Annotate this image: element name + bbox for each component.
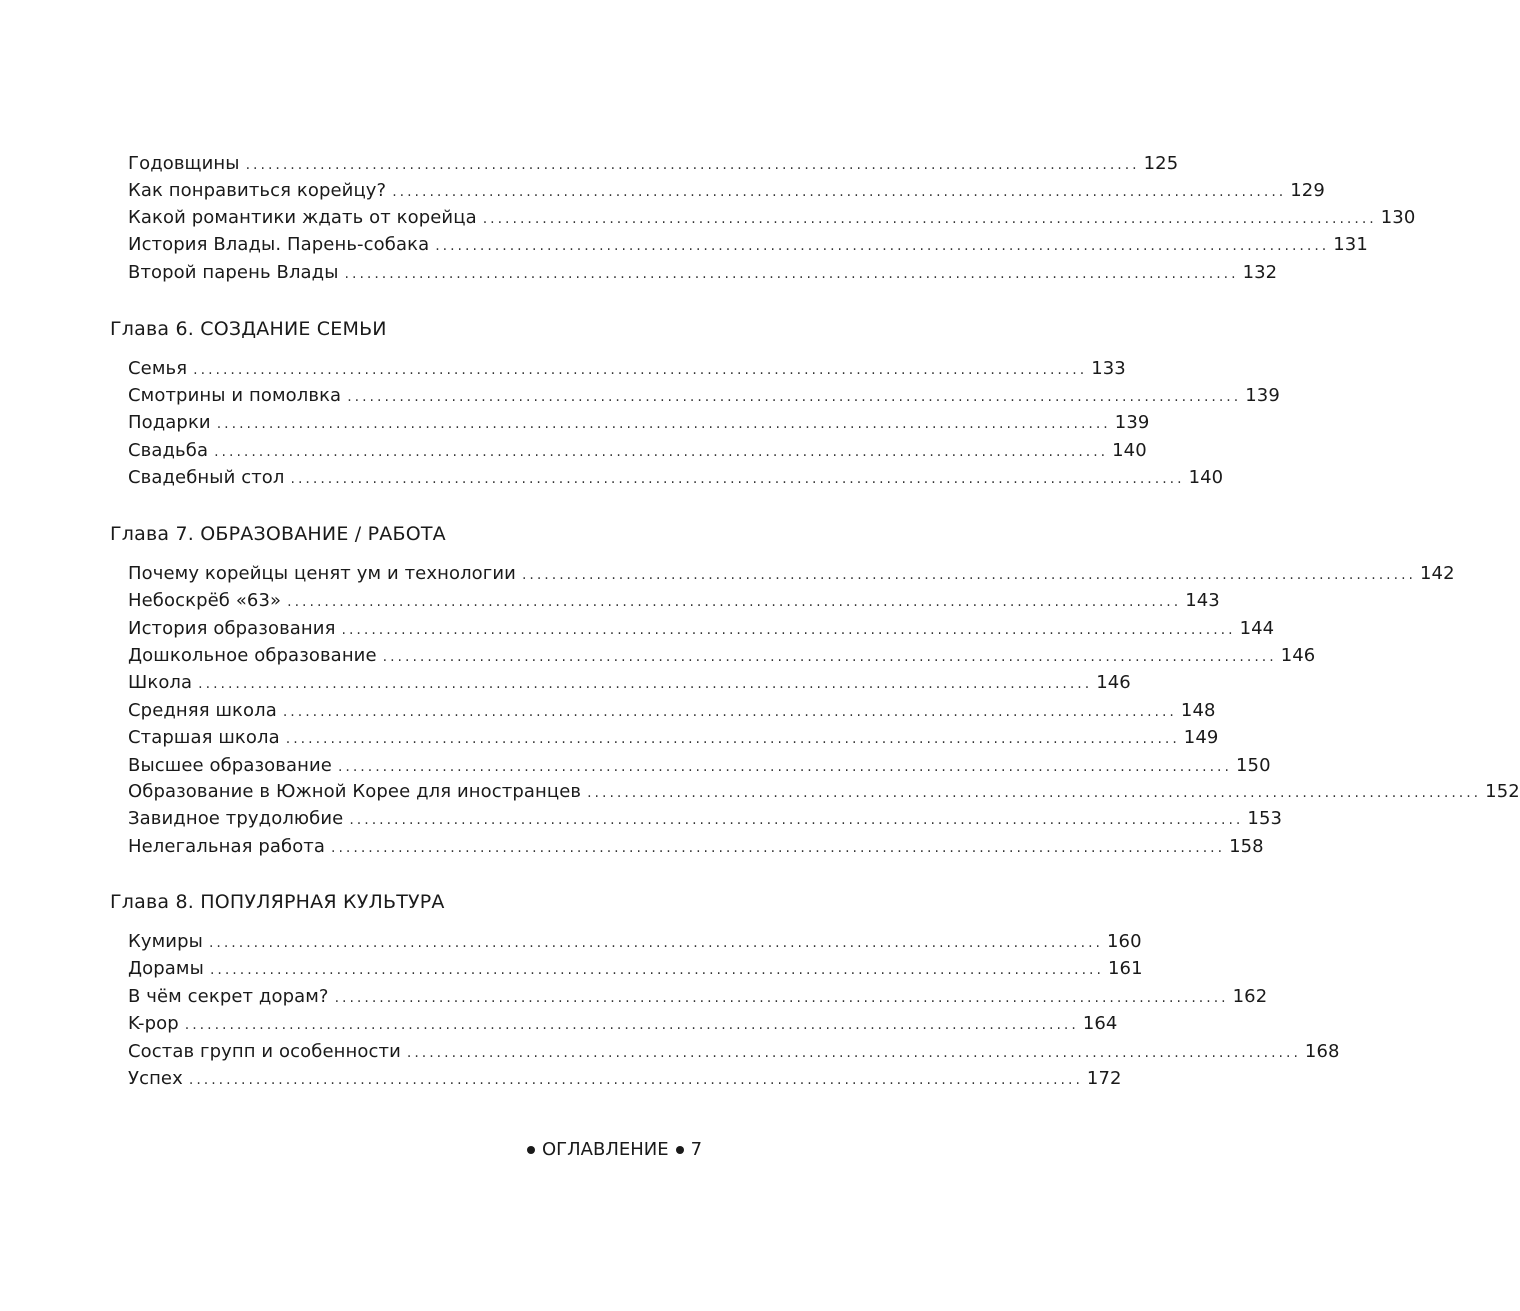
leader-dots: ........................................................................................................................ <box>184 1017 1079 1033</box>
toc-entry[interactable] <box>128 412 1150 438</box>
leader-dots: ........................................................................................................................ <box>406 1045 1301 1061</box>
toc-entry-page: 131 <box>1333 234 1368 255</box>
toc-entry-title: Успех <box>128 1068 183 1089</box>
toc-entry-page: 142 <box>1419 563 1455 584</box>
toc-entry-title: Свадебный стол <box>128 467 285 488</box>
leader-dots: ........................................................................................................................ <box>382 649 1277 665</box>
toc-entry-page: 125 <box>1143 153 1179 174</box>
leader-dots: ........................................................................................................................ <box>521 567 1416 583</box>
toc-entry-title: Как понравиться корейцу? <box>128 180 387 201</box>
leader-dots: ........................................................................................................................ <box>341 622 1236 638</box>
toc-entry[interactable] <box>128 234 1368 260</box>
page-footer <box>520 1139 710 1160</box>
leader-dots: ........................................................................................................................ <box>347 389 1242 405</box>
leader-dots: ........................................................................................................................ <box>209 962 1104 978</box>
leader-dots: ........................................................................................................................ <box>344 266 1239 282</box>
toc-entry[interactable] <box>128 262 1278 288</box>
toc-entry[interactable] <box>128 1013 1118 1039</box>
toc-entry[interactable] <box>128 781 1520 807</box>
toc-entry-page: 162 <box>1232 986 1268 1007</box>
bullet-icon <box>676 1146 684 1154</box>
leader-dots: ........................................................................................................................ <box>208 935 1103 951</box>
leader-dots: ........................................................................................................................ <box>337 759 1232 775</box>
toc-entry-page: 164 <box>1082 1013 1118 1034</box>
toc-entry[interactable] <box>128 700 1216 726</box>
toc-entry-title: Почему корейцы ценят ум и технологии <box>128 563 516 584</box>
leader-dots: ........................................................................................................................ <box>290 471 1185 487</box>
toc-entry[interactable] <box>128 180 1325 206</box>
leader-dots: ........................................................................................................................ <box>285 731 1180 747</box>
leader-dots: ........................................................................................................................ <box>216 416 1111 432</box>
toc-entry[interactable] <box>128 645 1316 671</box>
toc-entry-page: 168 <box>1304 1041 1340 1062</box>
toc-entry-title: История образования <box>128 618 336 639</box>
toc-entry-page: 132 <box>1242 262 1278 283</box>
toc-entry-page: 160 <box>1106 931 1142 952</box>
toc-entry-page: 143 <box>1185 590 1220 611</box>
toc-entry-page: 152 <box>1485 781 1520 802</box>
toc-entry[interactable] <box>128 672 1131 698</box>
footer-page-number: 7 <box>690 1139 703 1160</box>
toc-entry[interactable] <box>128 563 1455 589</box>
toc-entry[interactable] <box>128 385 1280 411</box>
toc-entry-title: K-pop <box>128 1013 179 1034</box>
toc-entry-title: Семья <box>128 358 188 379</box>
toc-entry-title: Небоскрёб «63» <box>128 590 282 611</box>
toc-entry-title: Дорамы <box>128 958 204 979</box>
leader-dots: ........................................................................................................................ <box>587 785 1482 801</box>
toc-entry-page: 172 <box>1086 1068 1122 1089</box>
leader-dots: ........................................................................................................................ <box>287 594 1182 610</box>
toc-entry-title: Школа <box>128 672 193 693</box>
toc-entry[interactable] <box>128 358 1126 384</box>
toc-entry-title: Свадьба <box>128 440 209 461</box>
toc-entry[interactable] <box>128 931 1142 957</box>
toc-entry-title: Высшее образование <box>128 755 332 776</box>
toc-entry-title: В чём секрет дорам? <box>128 986 329 1007</box>
leader-dots: ........................................................................................................................ <box>245 157 1140 173</box>
leader-dots: ........................................................................................................................ <box>435 238 1330 254</box>
toc-entry-title: Старшая школа <box>128 727 280 748</box>
leader-dots: ........................................................................................................................ <box>193 362 1088 378</box>
toc-entry-page: 146 <box>1096 672 1131 693</box>
toc-entry-title: Завидное трудолюбие <box>128 808 344 829</box>
leader-dots: ........................................................................................................................ <box>331 840 1226 856</box>
toc-entry-page: 130 <box>1380 207 1416 228</box>
toc-entry-page: 140 <box>1112 440 1147 461</box>
toc-entry[interactable] <box>128 727 1219 753</box>
toc-entry-page: 150 <box>1235 755 1271 776</box>
toc-entry-page: 129 <box>1290 180 1325 201</box>
toc-entry-page: 153 <box>1247 808 1283 829</box>
toc-entry-page: 158 <box>1229 836 1264 857</box>
toc-entry[interactable] <box>128 755 1271 781</box>
leader-dots: ........................................................................................................................ <box>334 990 1229 1006</box>
toc-entry[interactable] <box>128 1068 1122 1094</box>
toc-entry[interactable] <box>128 836 1264 862</box>
toc-entry[interactable] <box>128 808 1283 834</box>
toc-entry[interactable] <box>128 153 1179 179</box>
leader-dots: ........................................................................................................................ <box>188 1072 1083 1088</box>
toc-entry[interactable] <box>128 590 1220 616</box>
toc-entry-title: История Влады. Парень-собака <box>128 234 430 255</box>
chapter-heading: Глава 6. СОЗДАНИЕ СЕМЬИ <box>110 318 387 340</box>
leader-dots: ........................................................................................................................ <box>282 704 1177 720</box>
toc-entry[interactable] <box>128 618 1275 644</box>
toc-entry-page: 149 <box>1183 727 1219 748</box>
toc-entry-title: Средняя школа <box>128 700 277 721</box>
toc-entry-page: 161 <box>1107 958 1143 979</box>
toc-entry-title: Смотрины и помолвка <box>128 385 342 406</box>
toc-entry-page: 139 <box>1114 412 1150 433</box>
toc-entry-page: 133 <box>1091 358 1126 379</box>
toc-entry[interactable] <box>128 1041 1340 1067</box>
toc-entry-page: 140 <box>1188 467 1224 488</box>
toc-entry[interactable] <box>128 467 1224 493</box>
toc-entry-page: 148 <box>1180 700 1216 721</box>
chapter-heading: Глава 8. ПОПУЛЯРНАЯ КУЛЬТУРА <box>110 891 445 913</box>
bullet-icon <box>527 1146 535 1154</box>
toc-entry[interactable] <box>128 207 1416 233</box>
leader-dots: ........................................................................................................................ <box>349 812 1244 828</box>
footer-section-name: ОГЛАВЛЕНИЕ <box>542 1139 669 1160</box>
toc-entry-title: Состав групп и особенности <box>128 1041 401 1062</box>
toc-entry-page: 139 <box>1245 385 1280 406</box>
leader-dots: ........................................................................................................................ <box>392 184 1287 200</box>
chapter-heading: Глава 7. ОБРАЗОВАНИЕ / РАБОТА <box>110 523 446 545</box>
toc-entry-title: Какой романтики ждать от корейца <box>128 207 477 228</box>
toc-entry[interactable] <box>128 440 1147 466</box>
toc-entry[interactable] <box>128 958 1143 984</box>
toc-entry-page: 144 <box>1239 618 1275 639</box>
toc-entry-title: Дошкольное образование <box>128 645 377 666</box>
toc-entry-title: Второй парень Влады <box>128 262 339 283</box>
toc-entry-page: 146 <box>1280 645 1316 666</box>
toc-entry-title: Образование в Южной Корее для иностранцев <box>128 781 582 802</box>
toc-entry-title: Нелегальная работа <box>128 836 326 857</box>
leader-dots: ........................................................................................................................ <box>482 211 1377 227</box>
toc-entry-title: Кумиры <box>128 931 203 952</box>
toc-entry[interactable] <box>128 986 1268 1012</box>
toc-entry-title: Годовщины <box>128 153 240 174</box>
toc-entry-title: Подарки <box>128 412 211 433</box>
leader-dots: ........................................................................................................................ <box>198 676 1093 692</box>
leader-dots: ........................................................................................................................ <box>214 444 1109 460</box>
